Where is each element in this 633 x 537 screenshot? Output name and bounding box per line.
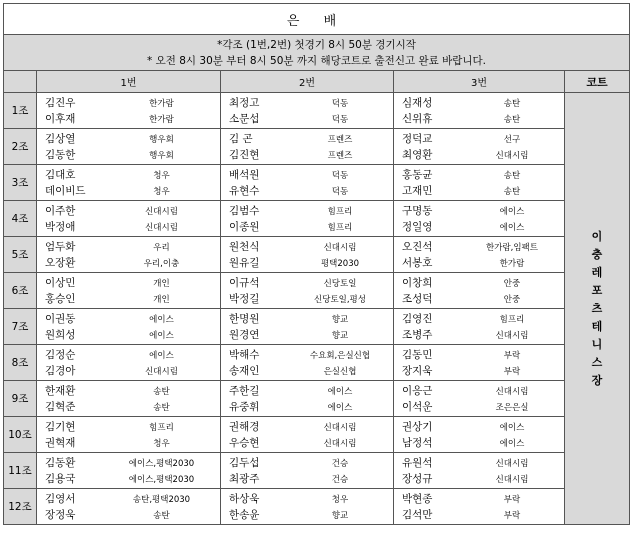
player-name: 고재민	[402, 185, 433, 197]
player-club: 송탄	[153, 386, 170, 397]
player-name: 한재환	[45, 385, 76, 397]
player-club: 힘프리	[327, 222, 353, 233]
team-slot	[221, 273, 394, 309]
group-label: 1조	[4, 93, 37, 129]
player-entry	[394, 347, 564, 363]
player-club: 덕동	[331, 186, 349, 197]
player-name: 유중휘	[229, 401, 260, 413]
player-name: 김동민	[402, 349, 433, 361]
group-row	[4, 237, 630, 273]
player-name: 김진현	[229, 149, 260, 161]
player-name: 이규석	[229, 277, 260, 289]
group-label: 2조	[4, 129, 37, 165]
team-slot	[37, 381, 221, 417]
player-entry	[394, 203, 564, 219]
player-name: 박정애	[45, 221, 76, 233]
player-entry	[394, 239, 564, 255]
player-club: 청우	[153, 186, 170, 197]
player-entry	[394, 95, 564, 111]
player-club: 신대시림	[495, 150, 529, 161]
player-name: 이창희	[402, 277, 433, 289]
player-club: 덕동	[331, 114, 349, 125]
player-entry	[394, 419, 564, 435]
player-entry	[221, 471, 393, 487]
player-club: 신대시림	[495, 330, 529, 341]
player-name: 정일영	[402, 221, 433, 233]
team-slot	[394, 237, 565, 273]
player-club: 신대시림	[323, 422, 357, 433]
player-entry	[221, 183, 393, 199]
player-club: 은실신협	[323, 366, 357, 377]
team-slot	[37, 453, 221, 489]
player-name: 이종원	[229, 221, 260, 233]
team-slot	[221, 129, 394, 165]
player-name: 최영환	[402, 149, 433, 161]
player-entry	[37, 419, 220, 435]
player-club: 힘프리	[149, 422, 174, 433]
player-entry	[37, 203, 220, 219]
player-entry	[37, 219, 220, 235]
player-club: 신당토일,평성	[314, 294, 366, 305]
player-club: 청우	[153, 438, 170, 449]
player-club: 에이스	[499, 206, 525, 217]
player-name: 홍동균	[402, 169, 433, 181]
player-name: 김진우	[45, 97, 76, 109]
player-name: 권혁재	[45, 437, 76, 449]
player-club: 프렌즈	[327, 150, 353, 161]
player-name: 구명동	[402, 205, 433, 217]
player-club: 평택2030	[320, 258, 360, 269]
player-name: 원경연	[229, 329, 260, 341]
header-col-3: 3번	[394, 71, 565, 93]
player-name: 유현수	[229, 185, 260, 197]
group-label: 10조	[4, 417, 37, 453]
player-club: 한가람	[149, 98, 174, 109]
player-entry	[37, 147, 220, 163]
player-name: 조병주	[402, 329, 433, 341]
team-slot	[37, 417, 221, 453]
player-club: 송탄	[153, 402, 170, 413]
player-club: 에이스,평택2030	[128, 458, 195, 469]
player-name: 최정고	[229, 97, 260, 109]
player-name: 최광주	[229, 473, 260, 485]
player-club: 한가람	[499, 258, 525, 269]
player-club: 신대시림	[495, 474, 529, 485]
player-name: 오장환	[45, 257, 76, 269]
bracket-table	[3, 3, 630, 525]
player-name: 김기현	[45, 421, 76, 433]
player-entry	[37, 291, 220, 307]
group-row	[4, 309, 630, 345]
player-entry	[221, 291, 393, 307]
group-row	[4, 381, 630, 417]
player-name: 원유길	[229, 257, 260, 269]
team-slot	[37, 489, 221, 525]
group-row	[4, 273, 630, 309]
group-label: 3조	[4, 165, 37, 201]
player-entry	[37, 507, 220, 523]
player-entry	[37, 363, 220, 379]
player-club: 수요회,은실신협	[309, 350, 371, 361]
player-entry	[37, 111, 220, 127]
player-name: 조성덕	[402, 293, 433, 305]
player-entry	[221, 255, 393, 271]
player-club: 에이스	[149, 314, 174, 325]
group-label: 9조	[4, 381, 37, 417]
team-slot	[221, 381, 394, 417]
player-club: 송탄	[503, 170, 521, 181]
team-slot	[221, 201, 394, 237]
group-row	[4, 453, 630, 489]
player-entry	[221, 363, 393, 379]
player-club: 송탄	[153, 510, 170, 521]
player-name: 신위휴	[402, 113, 433, 125]
player-club: 부락	[503, 366, 521, 377]
player-entry	[394, 491, 564, 507]
player-entry	[37, 311, 220, 327]
player-club: 우리,이충	[143, 258, 180, 269]
player-entry	[37, 491, 220, 507]
player-club: 신대시림	[323, 242, 357, 253]
player-name: 김석만	[402, 509, 433, 521]
player-club: 향교	[331, 314, 349, 325]
player-name: 원희성	[45, 329, 76, 341]
player-entry	[394, 363, 564, 379]
player-entry	[221, 419, 393, 435]
notice	[4, 35, 630, 71]
player-name: 이권동	[45, 313, 76, 325]
player-name: 김용국	[45, 473, 76, 485]
player-name: 한송윤	[229, 509, 260, 521]
player-entry	[37, 347, 220, 363]
player-club: 신대시림	[145, 366, 178, 377]
player-entry	[221, 203, 393, 219]
player-entry	[394, 167, 564, 183]
player-entry	[394, 255, 564, 271]
player-entry	[37, 183, 220, 199]
player-entry	[221, 95, 393, 111]
player-name: 김영진	[402, 313, 433, 325]
team-slot	[37, 129, 221, 165]
player-name: 이응근	[402, 385, 433, 397]
player-club: 한가람,임팩트	[486, 242, 538, 253]
player-entry	[37, 239, 220, 255]
player-entry	[394, 435, 564, 451]
player-entry	[394, 399, 564, 415]
player-name: 김영서	[45, 493, 76, 505]
player-entry	[394, 507, 564, 523]
player-entry	[37, 455, 220, 471]
player-name: 데이비드	[45, 185, 86, 197]
player-name: 김동한	[45, 149, 76, 161]
player-name: 김범수	[229, 205, 260, 217]
team-slot	[37, 309, 221, 345]
group-label: 12조	[4, 489, 37, 525]
player-name: 박해수	[229, 349, 260, 361]
team-slot	[394, 309, 565, 345]
player-name: 송재인	[229, 365, 260, 377]
team-slot	[221, 237, 394, 273]
player-club: 송탄	[503, 98, 521, 109]
player-entry	[394, 291, 564, 307]
team-slot	[394, 201, 565, 237]
player-name: 배석원	[229, 169, 260, 181]
team-slot	[394, 129, 565, 165]
team-slot	[37, 273, 221, 309]
team-slot	[221, 345, 394, 381]
team-slot	[394, 453, 565, 489]
player-club: 에이스	[499, 222, 525, 233]
player-club: 신대시림	[145, 222, 178, 233]
player-club: 신대시림	[495, 386, 529, 397]
page-title: 은 배	[4, 4, 630, 35]
bracket-sheet	[3, 3, 629, 525]
group-row	[4, 93, 630, 129]
player-name: 하상욱	[229, 493, 260, 505]
player-entry	[37, 255, 220, 271]
team-slot	[394, 381, 565, 417]
player-name: 박현종	[402, 493, 433, 505]
player-club: 청우	[331, 494, 349, 505]
player-entry	[221, 219, 393, 235]
group-row	[4, 165, 630, 201]
group-label: 6조	[4, 273, 37, 309]
player-name: 박정길	[229, 293, 260, 305]
player-name: 홍승인	[45, 293, 76, 305]
player-entry	[221, 275, 393, 291]
header-col-1: 1번	[37, 71, 221, 93]
player-name: 원천식	[229, 241, 260, 253]
player-entry	[394, 111, 564, 127]
player-club: 송탄	[503, 186, 521, 197]
player-name: 이상민	[45, 277, 76, 289]
player-entry	[221, 167, 393, 183]
player-club: 청우	[153, 170, 170, 181]
player-club: 송탄,평택2030	[132, 494, 191, 505]
player-entry	[37, 399, 220, 415]
team-slot	[37, 201, 221, 237]
player-name: 엄두화	[45, 241, 76, 253]
player-club: 개인	[153, 278, 170, 289]
team-slot	[394, 345, 565, 381]
notice-line-1: *각조 (1번,2번) 첫경기 8시 50분 경기시작	[217, 38, 416, 51]
player-name: 김경아	[45, 365, 76, 377]
player-name: 서봉호	[402, 257, 433, 269]
player-entry	[37, 383, 220, 399]
court-cell	[565, 93, 630, 525]
player-name: 남정석	[402, 437, 433, 449]
player-entry	[221, 239, 393, 255]
player-name: 권해경	[229, 421, 260, 433]
player-club: 부락	[503, 510, 521, 521]
player-entry	[394, 183, 564, 199]
player-entry	[221, 131, 393, 147]
group-label: 8조	[4, 345, 37, 381]
group-label: 4조	[4, 201, 37, 237]
player-entry	[394, 327, 564, 343]
team-slot	[394, 273, 565, 309]
player-entry	[37, 95, 220, 111]
team-slot	[394, 417, 565, 453]
player-club: 신대시림	[145, 206, 178, 217]
team-slot	[37, 237, 221, 273]
player-entry	[37, 435, 220, 451]
player-club: 프렌즈	[327, 134, 353, 145]
group-label: 11조	[4, 453, 37, 489]
player-name: 김 곤	[229, 133, 253, 145]
player-name: 김두섭	[229, 457, 260, 469]
player-entry	[394, 131, 564, 147]
player-club: 힘프리	[499, 314, 525, 325]
player-name: 김동환	[45, 457, 76, 469]
player-name: 이후재	[45, 113, 76, 125]
player-name: 권상기	[402, 421, 433, 433]
group-row	[4, 417, 630, 453]
player-club: 부락	[503, 350, 521, 361]
notice-line-2: * 오전 8시 30분 부터 8시 50분 까지 해당코트로 출전신고 완료 바랍니다.	[147, 54, 486, 67]
header-court: 코트	[565, 71, 630, 93]
player-club: 에이스	[499, 438, 525, 449]
group-label: 5조	[4, 237, 37, 273]
player-club: 한가람	[149, 114, 174, 125]
player-entry	[37, 275, 220, 291]
player-name: 이주한	[45, 205, 76, 217]
player-entry	[221, 399, 393, 415]
player-club: 향교	[331, 510, 349, 521]
player-club: 개인	[153, 294, 170, 305]
player-club: 덕동	[331, 98, 349, 109]
player-entry	[221, 455, 393, 471]
group-row	[4, 201, 630, 237]
player-club: 힘프리	[327, 206, 353, 217]
player-entry	[394, 455, 564, 471]
player-entry	[221, 491, 393, 507]
header-group-corner	[4, 71, 37, 93]
player-name: 소문섭	[229, 113, 260, 125]
player-club: 안중	[503, 278, 521, 289]
player-entry	[221, 347, 393, 363]
player-name: 한명원	[229, 313, 260, 325]
team-slot	[37, 165, 221, 201]
player-club: 부락	[503, 494, 521, 505]
player-entry	[221, 311, 393, 327]
player-entry	[221, 147, 393, 163]
player-entry	[394, 275, 564, 291]
group-row	[4, 129, 630, 165]
team-slot	[394, 93, 565, 129]
player-entry	[37, 327, 220, 343]
player-club: 에이스	[327, 402, 353, 413]
group-row	[4, 345, 630, 381]
player-club: 덕동	[331, 170, 349, 181]
header-col-2: 2번	[221, 71, 394, 93]
player-entry	[221, 327, 393, 343]
player-entry	[394, 147, 564, 163]
player-name: 우승현	[229, 437, 260, 449]
player-name: 장정욱	[45, 509, 76, 521]
team-slot	[221, 417, 394, 453]
player-club: 향교	[331, 330, 349, 341]
player-club: 안중	[503, 294, 521, 305]
player-club: 에이스	[149, 350, 174, 361]
player-club: 에이스	[327, 386, 353, 397]
player-club: 건승	[331, 458, 349, 469]
player-name: 김정순	[45, 349, 76, 361]
player-name: 김혁준	[45, 401, 76, 413]
team-slot	[221, 453, 394, 489]
player-club: 에이스,평택2030	[128, 474, 195, 485]
player-entry	[221, 507, 393, 523]
player-entry	[37, 131, 220, 147]
team-slot	[221, 93, 394, 129]
player-club: 건승	[331, 474, 349, 485]
player-club: 선구	[503, 134, 521, 145]
player-club: 에이스	[499, 422, 525, 433]
player-name: 장성규	[402, 473, 433, 485]
player-name: 주한길	[229, 385, 260, 397]
player-club: 신당토일	[323, 278, 357, 289]
player-entry	[221, 383, 393, 399]
player-name: 정덕교	[402, 133, 433, 145]
player-club: 행우회	[149, 150, 174, 161]
group-label: 7조	[4, 309, 37, 345]
player-entry	[394, 219, 564, 235]
player-name: 이석운	[402, 401, 433, 413]
player-entry	[394, 383, 564, 399]
player-name: 유원석	[402, 457, 433, 469]
team-slot	[37, 93, 221, 129]
player-club: 행우회	[149, 134, 174, 145]
player-club: 조은은실	[495, 402, 529, 413]
team-slot	[221, 489, 394, 525]
player-name: 오진석	[402, 241, 433, 253]
player-entry	[37, 471, 220, 487]
player-club: 에이스	[149, 330, 174, 341]
player-name: 김대호	[45, 169, 76, 181]
player-entry	[37, 167, 220, 183]
player-entry	[394, 311, 564, 327]
group-row	[4, 489, 630, 525]
player-name: 심재성	[402, 97, 433, 109]
team-slot	[394, 489, 565, 525]
player-entry	[394, 471, 564, 487]
team-slot	[221, 165, 394, 201]
court-name: 이충레포츠테니스장	[591, 229, 603, 387]
player-club: 우리	[153, 242, 170, 253]
team-slot	[37, 345, 221, 381]
team-slot	[221, 309, 394, 345]
player-club: 신대시림	[323, 438, 357, 449]
team-slot	[394, 165, 565, 201]
player-entry	[221, 111, 393, 127]
player-name: 김상열	[45, 133, 76, 145]
player-club: 송탄	[503, 114, 521, 125]
player-club: 신대시림	[495, 458, 529, 469]
player-entry	[221, 435, 393, 451]
player-name: 장지욱	[402, 365, 433, 377]
